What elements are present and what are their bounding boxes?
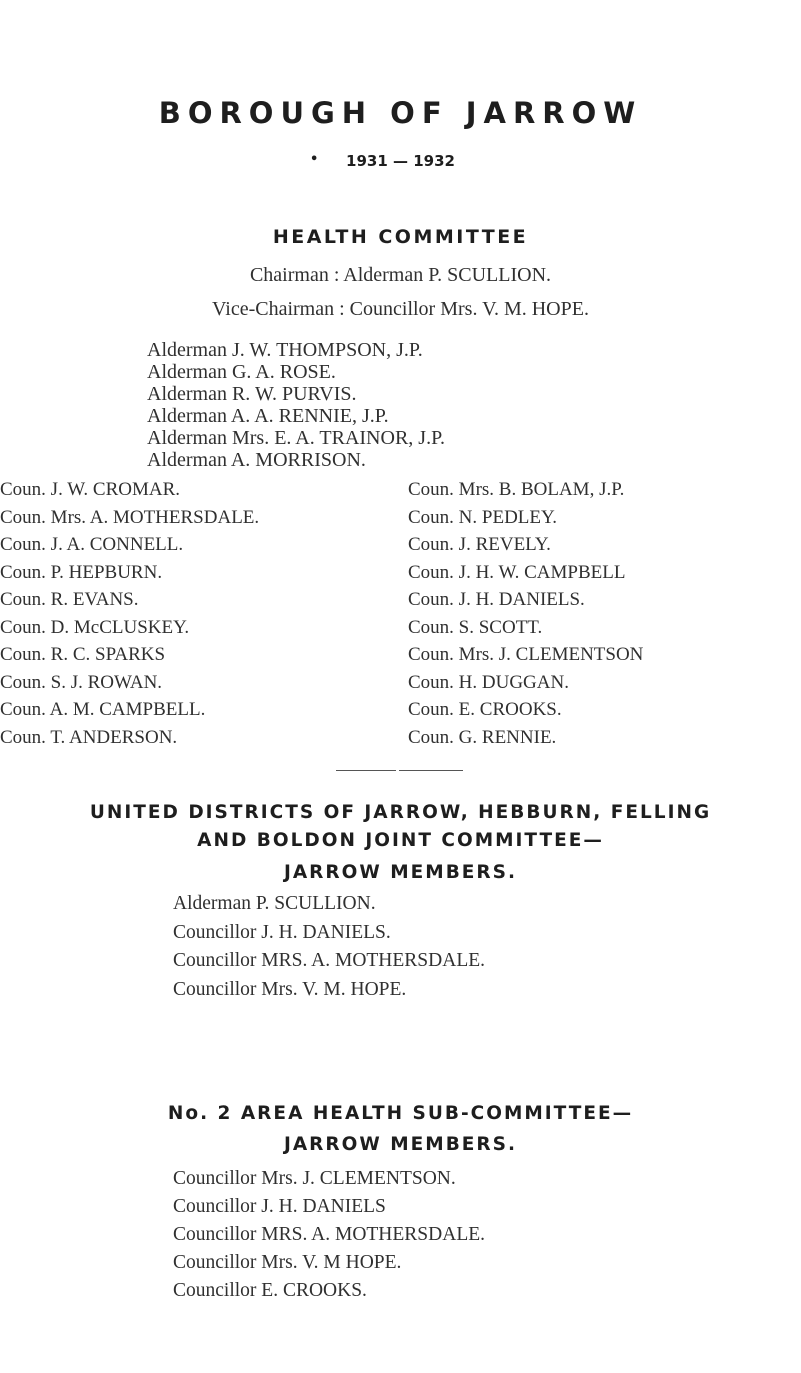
member-entry: Councillor E. CROOKS. — [173, 1280, 367, 1301]
vice-chairman-line: Vice-Chairman : Councillor Mrs. V. M. HOPE. — [212, 298, 589, 320]
councillors-right-column — [408, 476, 643, 751]
alderman-line: Alderman Mrs. E. A. TRAINOR, J.P. — [147, 427, 445, 449]
councillor-entry: Coun. D. McCLUSKEY. — [0, 616, 190, 638]
member-entry: Councillor Mrs. V. M HOPE. — [173, 1252, 402, 1273]
year-range — [0, 152, 801, 170]
alderman-line: Alderman A. MORRISON. — [147, 449, 366, 471]
divider-rule — [336, 770, 396, 771]
councillor-entry: Coun. E. CROOKS. — [408, 699, 562, 720]
councillor-entry: Coun. Mrs. A. MOTHERSDALE. — [0, 506, 260, 528]
health-committee-heading: HEALTH COMMITTEE — [272, 226, 529, 248]
page-title: BOROUGH OF JARROW — [158, 96, 643, 130]
divider-rule — [399, 770, 463, 771]
sub-committee-heading: No. 2 AREA HEALTH SUB-COMMITTEE— — [167, 1103, 634, 1124]
member-entry: Councillor J. H. DANIELS — [173, 1196, 386, 1217]
alderman-line: Alderman J. W. THOMPSON, J.P. — [147, 339, 423, 361]
sub-committee-members — [173, 1165, 485, 1305]
alderman-line: Alderman A. A. RENNIE, J.P. — [147, 405, 389, 427]
united-districts-subheading: JARROW MEMBERS. — [283, 862, 518, 883]
councillor-entry: Coun. Mrs. B. BOLAM, J.P. — [408, 479, 625, 500]
chairman-line: Chairman : Alderman P. SCULLION. — [249, 264, 552, 286]
councillor-entry: Coun. T. ANDERSON. — [0, 726, 178, 748]
councillor-entry: Coun. J. A. CONNELL. — [0, 534, 184, 555]
united-districts-members — [173, 890, 485, 1004]
councillor-entry: Coun. J. H. W. CAMPBELL — [408, 561, 626, 583]
councillor-entry: Coun. R. EVANS. — [0, 589, 139, 610]
alderman-line: Alderman R. W. PURVIS. — [147, 383, 357, 405]
bullet-icon: • — [310, 152, 319, 167]
year-range-text: 1931 — 1932 — [346, 152, 455, 170]
councillor-entry: Coun. J. REVELY. — [408, 534, 551, 555]
councillor-entry: Coun. S. J. ROWAN. — [0, 671, 163, 693]
member-entry: Councillor Mrs. J. CLEMENTSON. — [173, 1168, 456, 1189]
councillor-entry: Coun. H. DUGGAN. — [408, 671, 569, 693]
member-entry: Councillor Mrs. V. M. HOPE. — [173, 978, 407, 1000]
councillor-entry: Coun. A. M. CAMPBELL. — [0, 699, 206, 720]
councillor-entry: Coun. J. H. DANIELS. — [408, 589, 585, 610]
alderman-line: Alderman G. A. ROSE. — [147, 361, 336, 383]
member-entry: Councillor MRS. A. MOTHERSDALE. — [173, 1224, 486, 1245]
united-districts-heading: UNITED DISTRICTS OF JARROW, HEBBURN, FELLING — [89, 802, 712, 823]
sub-committee-subheading: JARROW MEMBERS. — [283, 1134, 518, 1155]
councillor-entry: Coun. Mrs. J. CLEMENTSON — [408, 644, 644, 665]
councillor-entry: Coun. J. W. CROMAR. — [0, 479, 181, 500]
member-entry: Councillor MRS. A. MOTHERSDALE. — [173, 950, 486, 971]
councillor-entry: Coun. S. SCOTT. — [408, 616, 543, 638]
councillor-entry: Coun. R. C. SPARKS — [0, 644, 166, 665]
member-entry: Alderman P. SCULLION. — [173, 893, 376, 914]
councillors-left-column — [0, 476, 259, 751]
united-districts-heading: AND BOLDON JOINT COMMITTEE— — [197, 830, 604, 851]
councillor-entry: Coun. N. PEDLEY. — [408, 506, 558, 528]
councillor-entry: Coun. P. HEPBURN. — [0, 561, 163, 583]
member-entry: Councillor J. H. DANIELS. — [173, 921, 391, 943]
councillor-entry: Coun. G. RENNIE. — [408, 726, 557, 748]
